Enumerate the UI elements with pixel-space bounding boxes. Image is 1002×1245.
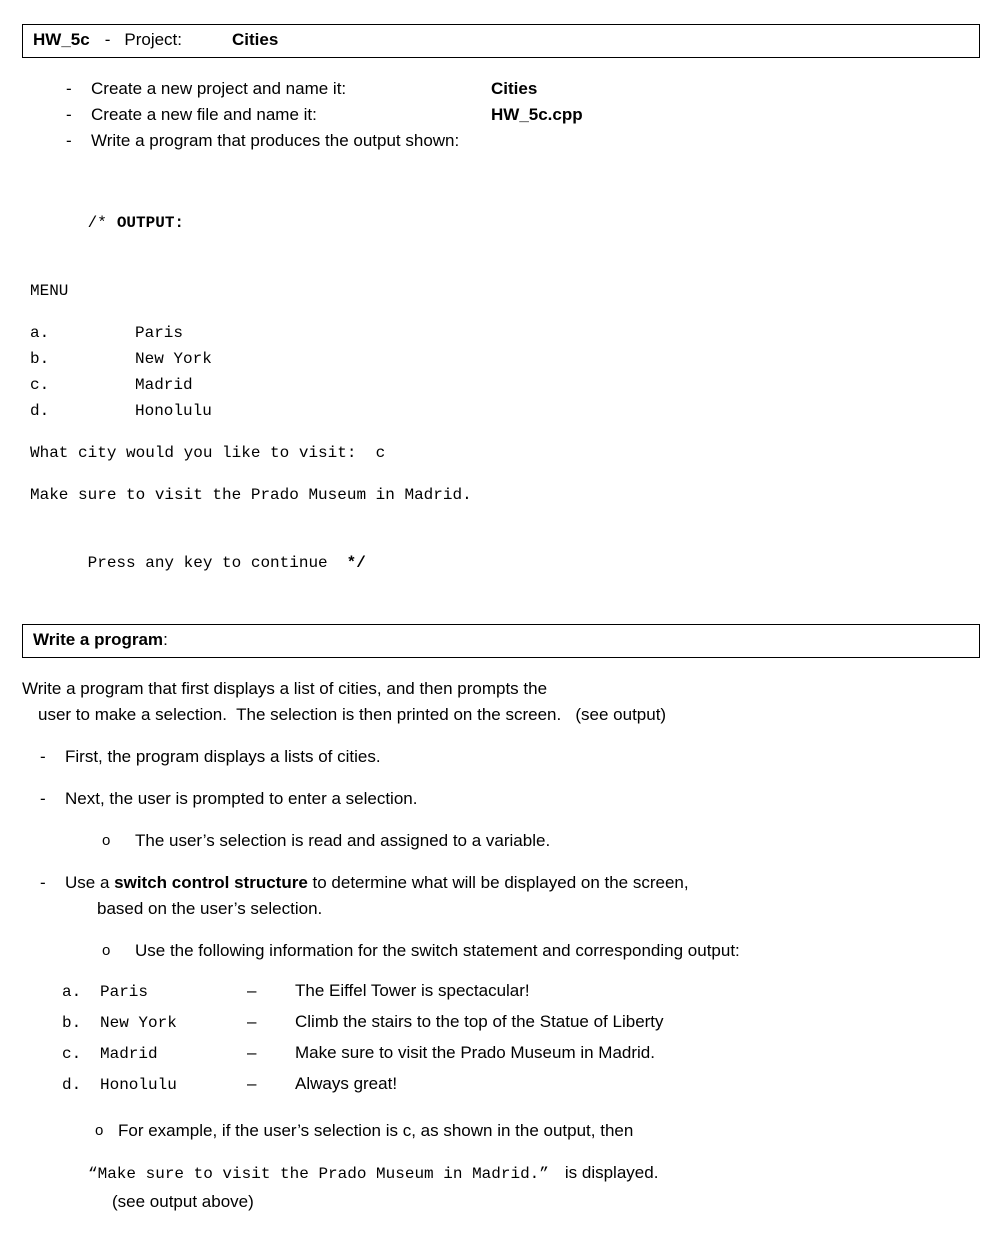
bullet-value: HW_5c.cpp [491,105,583,124]
menu-item [30,372,980,398]
section-title-suffix: : [163,630,168,649]
list-item [22,128,980,154]
menu-item [30,398,980,424]
switch-letter: a. [62,983,82,1001]
menu-letter: a. [30,324,50,342]
bullet-text: Create a new project and name it: [91,79,347,98]
steps-list [22,744,980,964]
menu-letter: d. [30,402,50,420]
sub-step-text: The user’s selection is read and assigned to a variable. [135,831,551,850]
step-item [40,786,980,812]
program-output-block [30,184,980,602]
switch-city: New York [100,1014,177,1032]
comment-close: */ [346,554,366,572]
switch-description: Climb the stairs to the top of the Statue of Liberty [295,1012,664,1031]
menu-city: Paris [135,324,184,342]
section-title: Write a program [33,630,164,649]
header-separator: - [104,30,111,49]
dash-marker: - [66,79,72,98]
menu-letter: c. [30,376,50,394]
section-header-box [22,624,980,658]
example-output-line [88,1160,980,1187]
step-text-line [65,870,689,896]
description-line: user to make a selection. The selection is then printed on the screen. (see output) [38,705,667,724]
assignment-code: HW_5c [33,30,90,49]
menu-city: New York [135,350,212,368]
menu-city: Madrid [135,376,193,394]
sub-step-item [102,828,980,854]
list-item [22,102,980,128]
dash-marker: - [40,747,46,766]
quoted-output: “Make sure to visit the Prado Museum in Madrid.” [88,1165,549,1183]
header-box [22,24,980,58]
switch-description: Always great! [295,1074,398,1093]
quote-suffix: is displayed. [564,1163,659,1182]
sub-step-text: Use the following information for the switch statement and corresponding output: [135,941,740,960]
switch-description: The Eiffel Tower is spectacular! [295,981,530,1000]
menu-letter: b. [30,350,50,368]
example-intro-text: For example, if the user’s selection is c, as shown in the output, then [118,1121,634,1140]
step-item [40,744,980,770]
dash-marker: - [40,873,46,892]
intro-bullet-list [22,76,980,154]
switch-table [62,976,980,1100]
result-line: Make sure to visit the Prado Museum in Madrid. [30,486,472,504]
comment-open: /* [87,214,107,232]
switch-row [62,1038,980,1069]
circle-marker: o [102,942,111,959]
dash-separator: – [247,981,257,1000]
step-text [65,870,689,922]
description-paragraph [22,676,980,728]
menu-title: MENU [30,282,69,300]
bullet-text: Write a program that produces the output shown: [91,131,460,150]
switch-letter: c. [62,1045,82,1063]
switch-city: Paris [100,983,149,1001]
menu-item [30,346,980,372]
output-label: OUTPUT: [116,214,185,232]
sub-step-item [102,938,980,964]
dash-marker: - [66,105,72,124]
circle-marker: o [102,832,111,849]
see-output-note: (see output above) [112,1192,254,1211]
description-line: Write a program that first displays a list of cities, and then prompts the [22,679,548,698]
switch-row [62,1069,980,1100]
switch-letter: d. [62,1076,82,1094]
switch-row [62,976,980,1007]
menu-city: Honolulu [135,402,212,420]
continue-text: Press any key to continue [87,554,328,572]
continue-line [30,524,980,602]
bullet-value: Cities [491,79,538,98]
project-name: Cities [232,30,279,49]
step-text-bold: switch control structure [114,873,308,892]
dash-separator: – [247,1074,257,1093]
step-text: First, the program displays a lists of cities. [65,747,381,766]
bullet-text: Create a new file and name it: [91,105,317,124]
dash-separator: – [247,1012,257,1031]
switch-description: Make sure to visit the Prado Museum in Madrid. [295,1043,655,1062]
step-text-line: based on the user’s selection. [97,899,323,918]
example-section [22,1118,980,1215]
switch-city: Honolulu [100,1076,177,1094]
step-text: Next, the user is prompted to enter a selection. [65,789,418,808]
dash-marker: - [40,789,46,808]
step-text-prefix: Use a [65,873,115,892]
dash-separator: – [247,1043,257,1062]
list-item [22,76,980,102]
menu-list [30,320,980,424]
step-item [40,870,980,922]
comment-open-line [30,184,980,262]
project-label: Project: [124,30,182,49]
prompt-line: What city would you like to visit: c [30,444,386,462]
switch-row [62,1007,980,1038]
menu-item [30,320,980,346]
dash-marker: - [66,131,72,150]
circle-marker: o [95,1122,104,1139]
switch-city: Madrid [100,1045,158,1063]
example-intro [95,1118,980,1144]
switch-letter: b. [62,1014,82,1032]
step-text-suffix: to determine what will be displayed on the screen, [307,873,689,892]
